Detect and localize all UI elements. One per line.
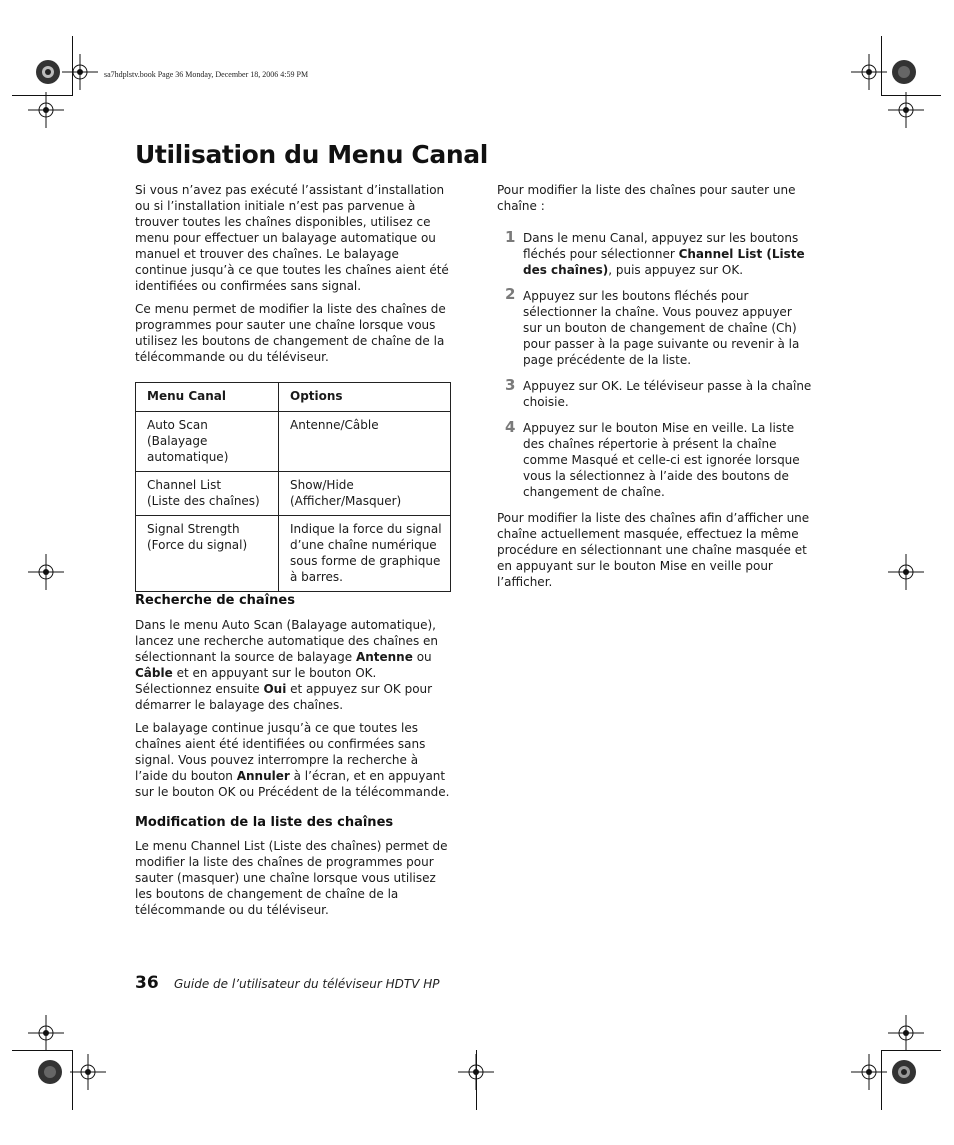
registration-mark-icon — [884, 1052, 924, 1092]
table-cell-menu: Signal Strength (Force du signal) — [136, 516, 279, 592]
recherche-paragraph-1 — [135, 617, 453, 713]
step-number: 2 — [505, 285, 516, 303]
crosshair-mark-icon — [849, 52, 889, 92]
table-cell-menu: Channel List (Liste des chaînes) — [136, 472, 279, 516]
crosshair-mark-icon — [26, 552, 66, 592]
step-number: 3 — [505, 376, 516, 394]
table-cell-option: Indique la force du signal d’une chaîne numérique sous forme de graphique à barres. — [279, 516, 451, 592]
emphasis-annuler: Annuler — [236, 769, 290, 783]
table-cell-option: Show/Hide (Afficher/Masquer) — [279, 472, 451, 516]
table-intro-paragraph: Ce menu permet de modifier la liste des chaînes de programmes pour sauter une chaîne lorsque vous utilisez les boutons de changement de chaîne de la télécommande ou du téléviseur. — [135, 302, 446, 364]
step-number: 1 — [505, 228, 516, 246]
crosshair-mark-icon — [60, 52, 100, 92]
column-header-options: Options — [279, 383, 451, 412]
modification-paragraph: Le menu Channel List (Liste des chaînes) permet de modifier la liste des chaînes de programmes pour sauter (masquer) une chaîne lorsque vous utilisez les boutons de changement de chaîne de la télécommande ou du téléviseur. — [135, 839, 448, 917]
step-number: 4 — [505, 418, 516, 436]
section-heading-modification: Modification de la liste des chaînes — [135, 815, 394, 830]
emphasis-oui: Oui — [263, 682, 287, 696]
table-header-row — [136, 383, 451, 412]
emphasis-antenne: Antenne — [355, 650, 413, 664]
text-run: Dans le menu Auto Scan (Balayage automatique), lancez une recherche automatique des chaînes en sélectionnant la source de balayage — [135, 618, 439, 664]
table-cell-menu: Auto Scan (Balayage automatique) — [136, 412, 279, 472]
text-run: ou — [412, 650, 432, 664]
page-number: 36 — [135, 973, 159, 993]
crosshair-mark-icon — [456, 1052, 496, 1092]
print-file-info: sa7hdplstv.book Page 36 Monday, December 18, 2006 4:59 PM — [104, 70, 309, 79]
step-text: Appuyez sur les boutons fléchés pour sélectionner la chaîne. Vous pouvez appuyer sur un bouton de changement de chaîne (Ch) pour passer à la page suivante ou revenir à la page précédente de la liste. — [523, 289, 800, 367]
text-run: , puis appuyez sur OK. — [608, 263, 744, 277]
text-run: Dans le menu Canal, appuyez sur les boutons fléchés pour sélectionner — [523, 231, 799, 261]
page-title: Utilisation du Menu Canal — [135, 140, 488, 169]
emphasis-cable: Câble — [135, 666, 173, 680]
column-header-menu-canal: Menu Canal — [136, 383, 279, 412]
crosshair-mark-icon — [68, 1052, 108, 1092]
steps-outro: Pour modifier la liste des chaînes afin d’afficher une chaîne actuellement masquée, effectuez la même procédure en sélectionnant une chaîne masquée et en appuyant sur le bouton Mise en veille pour l’afficher. — [497, 511, 810, 589]
menu-canal-table — [135, 382, 451, 592]
step-text: Appuyez sur OK. Le téléviseur passe à la chaîne choisie. — [523, 379, 812, 409]
crosshair-mark-icon — [886, 552, 926, 592]
step-text — [523, 230, 813, 278]
table-row — [136, 516, 451, 592]
text-run: et appuyez sur OK pour démarrer le balayage des chaînes. — [135, 682, 433, 712]
registration-mark-icon — [30, 1052, 70, 1092]
intro-paragraph: Si vous n’avez pas exécuté l’assistant d’installation ou si l’installation initiale n’est pas parvenue à trouver toutes les chaînes disponibles, utilisez ce menu pour effectuer un balayage automatique ou manuel et trouver des chaînes. Le balayage continue jusqu’à ce que toutes les chaînes aient été identifiées ou confirmées sans signal. — [135, 183, 449, 293]
footer-guide-title: Guide de l’utilisateur du téléviseur HDTV HP — [174, 977, 440, 991]
steps-intro: Pour modifier la liste des chaînes pour sauter une chaîne : — [497, 183, 796, 213]
text-run: et en appuyant sur le bouton OK. Sélectionnez ensuite — [135, 666, 377, 696]
table-row — [136, 412, 451, 472]
text-run: Le balayage continue jusqu’à ce que toutes les chaînes aient été identifiées ou confirmées sans signal. Vous pouvez interrompre la recherche à l’aide du bouton — [135, 721, 426, 783]
crosshair-mark-icon — [886, 1013, 926, 1053]
section-heading-recherche: Recherche de chaînes — [135, 593, 295, 608]
table-row — [136, 472, 451, 516]
emphasis-channel-list: Channel List (Liste des chaînes) — [523, 247, 805, 277]
crosshair-mark-icon — [886, 90, 926, 130]
crosshair-mark-icon — [26, 90, 66, 130]
text-run: à l’écran, et en appuyant sur le bouton OK ou Précédent de la télécommande. — [135, 769, 450, 799]
registration-mark-icon — [884, 52, 924, 92]
crosshair-mark-icon — [26, 1013, 66, 1053]
step-text: Appuyez sur le bouton Mise en veille. La liste des chaînes répertorie à présent la chaîne comme Masqué et celle-ci est ignorée lorsque vous la sélectionnez à l’aide des boutons de changement de chaîne. — [523, 421, 800, 499]
crosshair-mark-icon — [849, 1052, 889, 1092]
recherche-paragraph-2 — [135, 720, 453, 800]
table-cell-option: Antenne/Câble — [279, 412, 451, 472]
